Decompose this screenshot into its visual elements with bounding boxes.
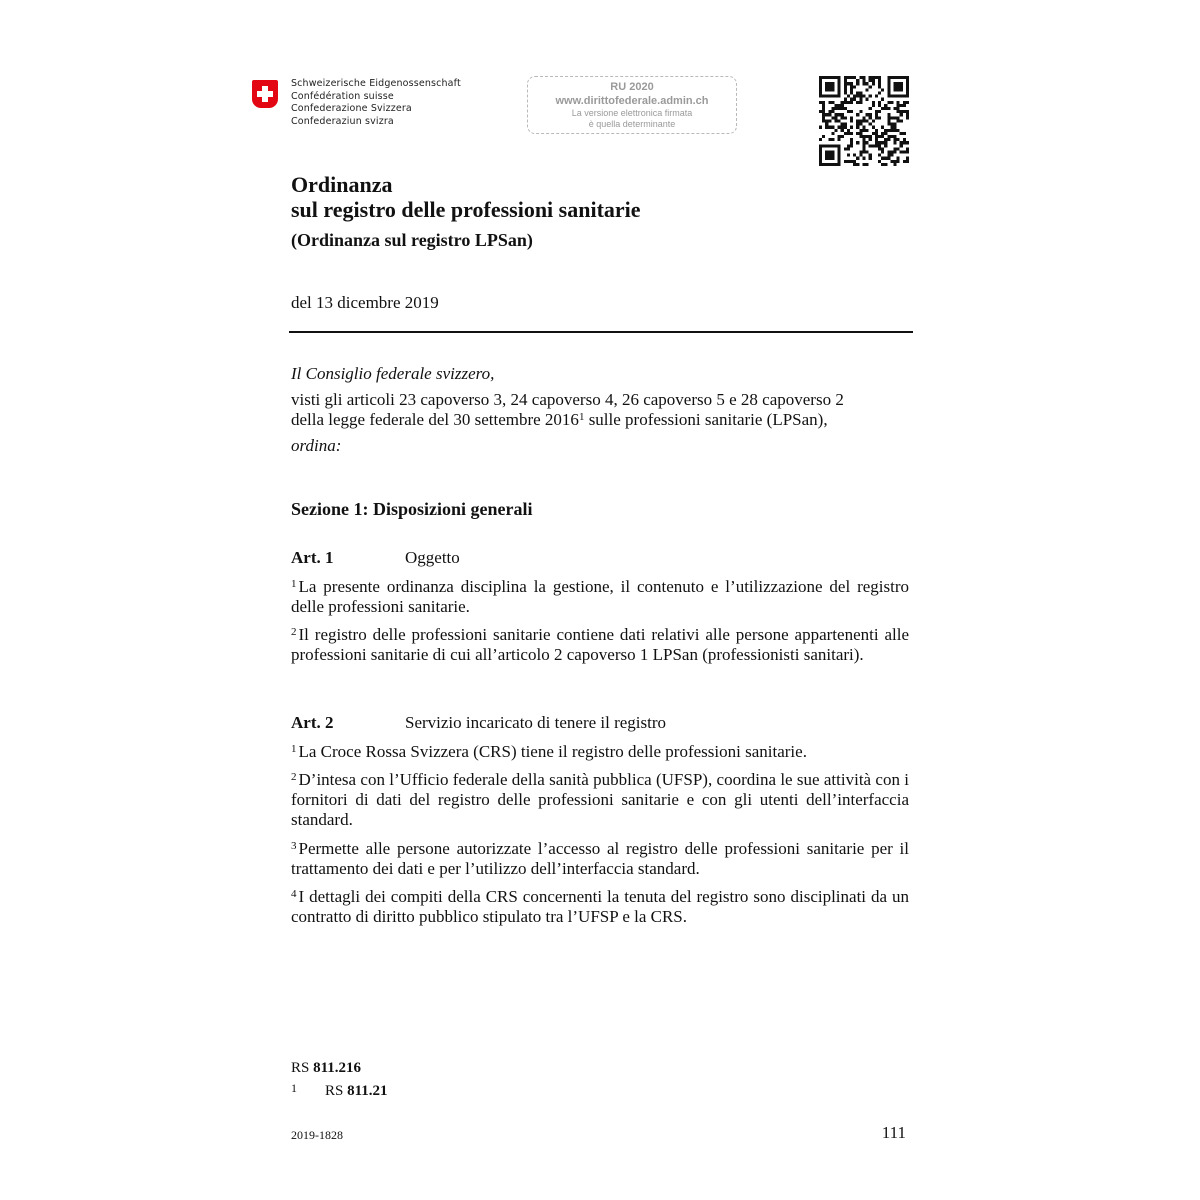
footnote-1 [291,1079,388,1100]
article-2-paragraph-4 [291,887,909,927]
paragraph-text: La Croce Rossa Svizzera (CRS) tiene il registro delle professioni sanitarie. [298,742,807,761]
preamble-basis-line-1: visti gli articoli 23 capoverso 3, 24 capoverso 4, 26 capoverso 5 e 28 capoverso 2 [291,390,844,409]
paragraph-number: 2 [291,626,297,638]
rs-label: RS [291,1060,310,1076]
page-number: 111 [881,1123,906,1142]
paragraph-text: D’intesa con l’Ufficio federale della sanità pubblica (UFSP), coordina le sue attività con i fornitori di dati del registro delle professioni sanitarie e con gli utenti dell’interfaccia standard. [291,770,909,829]
paragraph-text: Il registro delle professioni sanitarie contiene dati relativi alle persone appartenenti alle professioni sanitarie di cui all’articolo 2 capoverso 1 LPSan (professionisti sanitari). [291,625,909,664]
paragraph-number: 1 [291,743,297,755]
section-heading: Sezione 1: Disposizioni generali [291,499,533,519]
confederation-line-rm: Confederaziun svizra [291,115,394,127]
article-2-paragraph-3 [291,839,909,879]
preamble [291,364,911,456]
article-heading: Oggetto [405,548,460,567]
article-number: Art. 2 [291,713,334,732]
article-2-paragraph-1 [291,742,909,762]
article-2-header [291,713,666,733]
confederation-line-de: Schweizerische Eidgenossenschaft [291,78,461,89]
footnote-ref-1[interactable]: 1 [578,411,585,423]
footnote-rs-number: 811.21 [347,1083,388,1099]
paragraph-number: 1 [291,578,297,590]
preamble-basis-line-2 [291,410,911,430]
title-divider [289,331,913,333]
article-number: Art. 1 [291,548,334,567]
basis-text-start: della legge federale del 30 settembre 2016 [291,410,579,429]
confederation-line-fr: Confédération suisse [291,90,394,102]
stamp-collection: RU 2020 [610,81,654,93]
paragraph-number: 4 [291,888,297,900]
title-line-1: Ordinanza [291,172,393,197]
systematic-collection-reference [291,1059,361,1077]
stamp-url: www.dirittofederale.admin.ch [555,95,709,107]
article-1-paragraph-1 [291,577,909,617]
stamp-note-2: è quella determinante [588,119,676,129]
article-2-paragraph-2 [291,770,909,830]
footnote-mark: 1 [291,1081,297,1095]
stamp-note-1: La versione elettronica firmata [571,108,693,118]
confederation-line-it: Confederazione Svizzera [291,103,412,115]
qr-code-icon [819,76,909,166]
swiss-flag-icon [252,80,278,108]
short-title: (Ordinanza sul registro LPSan) [291,230,533,250]
official-publication-stamp [527,76,737,134]
qr-modules [819,76,909,166]
paragraph-number: 2 [291,771,297,783]
article-1-header [291,548,460,568]
rs-number: 811.216 [313,1060,362,1076]
paragraph-number: 3 [291,840,297,852]
paragraph-text: I dettagli dei compiti della CRS concernenti la tenuta del registro sono disciplinati da un contratto di diritto pubblico stipulato tra l’UFSP e la CRS. [291,887,909,926]
confederation-name [291,78,461,128]
title-line-2: sul registro delle professioni sanitarie [291,197,641,222]
preamble-authority: Il Consiglio federale svizzero, [291,364,495,383]
article-heading: Servizio incaricato di tenere il registro [405,713,667,732]
article-1-paragraph-2 [291,625,909,665]
preamble-decrees: ordina: [291,436,342,455]
page-title [291,172,641,222]
document-number: 2019-1828 [291,1128,343,1142]
ordinance-date: del 13 dicembre 2019 [291,293,439,312]
paragraph-text: La presente ordinanza disciplina la gestione, il contenuto e l’utilizzazione del registro delle professioni sanitarie. [291,577,909,616]
paragraph-text: Permette alle persone autorizzate l’accesso al registro delle professioni sanitarie per il trattamento dei dati e per l’utilizzo dell’interfaccia standard. [291,839,909,878]
basis-text-end: sulle professioni sanitarie (LPSan), [584,410,828,429]
footnote-rs-label: RS [325,1083,344,1099]
